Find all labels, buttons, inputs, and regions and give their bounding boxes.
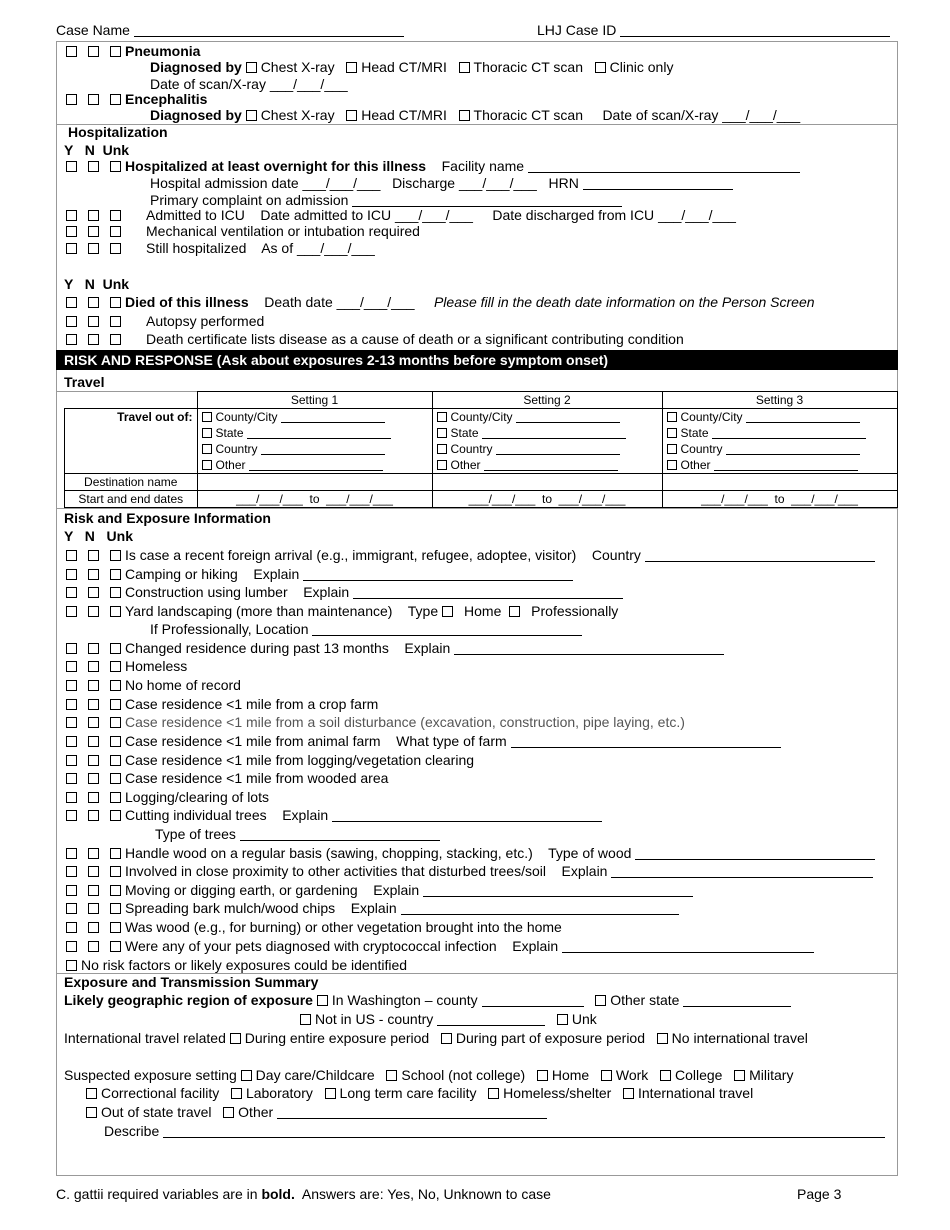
other-state-field[interactable] xyxy=(683,993,791,1007)
mech-vent-row xyxy=(66,223,420,240)
other-checkbox[interactable] xyxy=(223,1107,234,1118)
unk-checkbox[interactable] xyxy=(110,941,121,952)
long-term-care-checkbox[interactable] xyxy=(325,1088,336,1099)
yes-checkbox[interactable] xyxy=(66,922,77,933)
college-checkbox[interactable] xyxy=(660,1070,671,1081)
day-care-checkbox[interactable] xyxy=(241,1070,252,1081)
date-discharged-icu-field[interactable]: ___/___/___ xyxy=(658,207,736,223)
primary-complaint-field[interactable] xyxy=(352,193,622,207)
death-date-field[interactable]: ___/___/___ xyxy=(336,294,415,310)
chest-xray-checkbox[interactable] xyxy=(246,62,257,73)
death-note: Please fill in the death date information on the Person Screen xyxy=(433,294,815,310)
ynu-header: Y N Unk xyxy=(64,528,133,544)
date-admitted-icu-label: Date admitted to ICU xyxy=(260,207,392,223)
yes-checkbox[interactable] xyxy=(66,885,77,896)
yes-checkbox[interactable] xyxy=(66,161,77,172)
unk-checkbox[interactable] xyxy=(110,550,121,561)
work-checkbox[interactable] xyxy=(601,1070,612,1081)
no-checkbox[interactable] xyxy=(88,755,99,766)
risk-item-bark-mulch: Spreading bark mulch/wood chips Explain xyxy=(66,900,679,917)
unk-checkbox[interactable] xyxy=(110,885,121,896)
explain-field[interactable] xyxy=(401,901,679,915)
unk-checkbox[interactable] xyxy=(110,46,121,57)
in-washington-checkbox[interactable] xyxy=(317,995,328,1006)
case-name-label: Case Name xyxy=(56,22,130,38)
travel-out-of-label: Travel out of: xyxy=(117,410,193,424)
unk-checkbox[interactable] xyxy=(110,680,121,691)
unk-checkbox[interactable] xyxy=(110,922,121,933)
risk-item-soil-disturbance: Case residence <1 mile from a soil disturbance (excavation, construction, pipe laying, etc.) xyxy=(66,714,685,731)
death-date-label: Death date xyxy=(264,294,333,310)
unk-checkbox[interactable] xyxy=(557,1014,568,1025)
date-admitted-icu-field[interactable]: ___/___/___ xyxy=(395,207,473,223)
explain-field[interactable] xyxy=(332,808,602,822)
unk-checkbox[interactable] xyxy=(110,606,121,617)
yes-checkbox[interactable] xyxy=(66,903,77,914)
divider xyxy=(56,508,898,509)
no-checkbox[interactable] xyxy=(88,569,99,580)
yes-checkbox[interactable] xyxy=(66,792,77,803)
autopsy-label: Autopsy performed xyxy=(146,313,265,329)
describe-field[interactable] xyxy=(163,1124,885,1138)
entire-period-checkbox[interactable] xyxy=(230,1033,241,1044)
table-row xyxy=(65,392,898,409)
yes-checkbox[interactable] xyxy=(66,550,77,561)
summary-title: Exposure and Transmission Summary xyxy=(64,974,319,990)
lhj-case-id-field[interactable] xyxy=(620,23,890,37)
other-checkbox[interactable] xyxy=(202,460,212,470)
still-hospitalized-label: Still hospitalized xyxy=(146,240,247,256)
head-ct-label: Head CT/MRI xyxy=(361,59,447,75)
no-checkbox[interactable] xyxy=(88,773,99,784)
discharge-date-field[interactable]: ___/___/___ xyxy=(458,175,537,191)
setting-1-options: County/City State Country Other xyxy=(197,409,432,474)
homeless-shelter-checkbox[interactable] xyxy=(488,1088,499,1099)
table-header: Setting 1 xyxy=(197,392,432,409)
chest-xray-label: Chest X-ray xyxy=(260,107,335,123)
not-in-us-checkbox[interactable] xyxy=(300,1014,311,1025)
clinic-only-checkbox[interactable] xyxy=(595,62,606,73)
chest-xray-checkbox[interactable] xyxy=(246,110,257,121)
yes-checkbox[interactable] xyxy=(66,848,77,859)
international-travel-checkbox[interactable] xyxy=(623,1088,634,1099)
risk-item-disturbed-trees: Involved in close proximity to other activities that disturbed trees/soil Explain xyxy=(66,863,873,880)
yes-checkbox[interactable] xyxy=(66,243,77,254)
thoracic-ct-label: Thoracic CT scan xyxy=(473,107,583,123)
no-checkbox[interactable] xyxy=(88,334,99,345)
type-of-trees-row: Type of trees xyxy=(155,826,440,843)
thoracic-ct-label: Thoracic CT scan xyxy=(473,59,583,75)
explain-field[interactable] xyxy=(611,864,873,878)
prof-location-row: If Professionally, Location xyxy=(150,621,582,638)
no-checkbox[interactable] xyxy=(88,94,99,105)
risk-item-landscaping: Yard landscaping (more than maintenance) Type Home Professionally xyxy=(66,603,618,620)
explain-field[interactable] xyxy=(353,585,623,599)
other-field[interactable] xyxy=(277,1105,547,1119)
table-row xyxy=(65,491,898,508)
home-checkbox[interactable] xyxy=(442,606,453,617)
country-checkbox[interactable] xyxy=(202,444,212,454)
no-checkbox[interactable] xyxy=(88,297,99,308)
clinic-only-label: Clinic only xyxy=(609,59,674,75)
unk-checkbox[interactable] xyxy=(110,773,121,784)
risk-title: Risk and Exposure Information xyxy=(64,510,271,526)
no-checkbox[interactable] xyxy=(88,46,99,57)
unk-checkbox[interactable] xyxy=(110,569,121,580)
suspected-setting-row-2: Correctional facility Laboratory Long term care facility Homeless/shelter International travel xyxy=(86,1085,753,1102)
yes-checkbox[interactable] xyxy=(66,680,77,691)
unk-checkbox[interactable] xyxy=(110,755,121,766)
hospitalized-row xyxy=(66,158,800,175)
hospitalization-title: Hospitalization xyxy=(68,124,168,140)
other-checkbox[interactable] xyxy=(667,460,677,470)
correctional-checkbox[interactable] xyxy=(86,1088,97,1099)
part-period-checkbox[interactable] xyxy=(441,1033,452,1044)
no-risk-row xyxy=(66,957,407,974)
likely-region-label: Likely geographic region of exposure xyxy=(64,992,313,1008)
no-checkbox[interactable] xyxy=(88,550,99,561)
facility-name-field[interactable] xyxy=(528,159,800,173)
unk-checkbox[interactable] xyxy=(110,243,121,254)
dates-2-field[interactable]: ___/___/___ to ___/___/___ xyxy=(432,491,662,508)
table-header: Setting 2 xyxy=(432,392,662,409)
suspected-setting-row: Suspected exposure setting Day care/Childcare School (not college) Home Work College Military xyxy=(64,1067,794,1083)
explain-field[interactable] xyxy=(562,939,814,953)
yes-checkbox[interactable] xyxy=(66,587,77,598)
admitted-icu-label: Admitted to ICU xyxy=(146,207,245,223)
yes-checkbox[interactable] xyxy=(66,866,77,877)
risk-item-wooded-area: Case residence <1 mile from wooded area xyxy=(66,770,388,787)
no-checkbox[interactable] xyxy=(88,885,99,896)
risk-item-no-home: No home of record xyxy=(66,677,241,694)
risk-item-wood-home: Was wood (e.g., for burning) or other vegetation brought into the home xyxy=(66,919,562,936)
encephalitis-diagnosed-row xyxy=(150,107,800,124)
unk-checkbox[interactable] xyxy=(110,210,121,221)
country-field[interactable] xyxy=(645,548,875,562)
death-certificate-label: Death certificate lists disease as a cause of death or a significant contributing condition xyxy=(146,331,684,347)
no-checkbox[interactable] xyxy=(88,606,99,617)
risk-item-foreign-arrival: Is case a recent foreign arrival (e.g., immigrant, refugee, adoptee, visitor) Country xyxy=(66,547,875,564)
risk-item-homeless: Homeless xyxy=(66,658,187,675)
destination-2-field[interactable] xyxy=(432,474,662,491)
head-ct-checkbox[interactable] xyxy=(346,110,357,121)
unk-checkbox[interactable] xyxy=(110,717,121,728)
dates-3-field[interactable]: ___/___/___ to ___/___/___ xyxy=(662,491,897,508)
risk-item-changed-residence: Changed residence during past 13 months Explain xyxy=(66,640,724,657)
no-checkbox[interactable] xyxy=(88,680,99,691)
laboratory-checkbox[interactable] xyxy=(231,1088,242,1099)
autopsy-row xyxy=(66,313,264,330)
no-checkbox[interactable] xyxy=(88,643,99,654)
yes-checkbox[interactable] xyxy=(66,773,77,784)
county-city-checkbox[interactable] xyxy=(667,412,677,422)
head-ct-checkbox[interactable] xyxy=(346,62,357,73)
country-checkbox[interactable] xyxy=(437,444,447,454)
unk-checkbox[interactable] xyxy=(110,316,121,327)
as-of-label: As of xyxy=(261,240,294,256)
unk-checkbox[interactable] xyxy=(110,661,121,672)
lhj-case-id-label: LHJ Case ID xyxy=(537,22,617,38)
professionally-checkbox[interactable] xyxy=(509,606,520,617)
page-number: Page 3 xyxy=(797,1186,842,1202)
no-checkbox[interactable] xyxy=(88,243,99,254)
no-risk-label: No risk factors or likely exposures could be identified xyxy=(81,957,408,973)
unk-checkbox[interactable] xyxy=(110,587,121,598)
county-field[interactable] xyxy=(482,993,584,1007)
likely-region-row: Likely geographic region of exposure In Washington – county Other state xyxy=(64,992,791,1009)
no-checkbox[interactable] xyxy=(88,866,99,877)
pneumonia-row xyxy=(66,43,200,60)
state-checkbox[interactable] xyxy=(437,428,447,438)
explain-field[interactable] xyxy=(454,641,724,655)
type-of-trees-field[interactable] xyxy=(240,827,440,841)
yes-checkbox[interactable] xyxy=(66,606,77,617)
ynu-header: Y N Unk xyxy=(64,276,130,292)
no-risk-checkbox[interactable] xyxy=(66,960,77,971)
encephalitis-label: Encephalitis xyxy=(125,91,208,107)
not-in-us-row: Not in US - country Unk xyxy=(300,1011,597,1028)
date-scan-field[interactable]: ___/___/___ xyxy=(269,76,348,92)
describe-row: Describe xyxy=(104,1123,885,1140)
destination-1-field[interactable] xyxy=(197,474,432,491)
no-checkbox[interactable] xyxy=(88,922,99,933)
risk-item-digging: Moving or digging earth, or gardening Explain xyxy=(66,882,693,899)
died-row xyxy=(66,294,815,311)
home-checkbox[interactable] xyxy=(537,1070,548,1081)
unk-checkbox[interactable] xyxy=(110,866,121,877)
farm-type-field[interactable] xyxy=(511,734,781,748)
suspected-setting-row-3: Out of state travel Other xyxy=(86,1104,547,1121)
no-intl-travel-checkbox[interactable] xyxy=(657,1033,668,1044)
hrn-label: HRN xyxy=(548,175,579,191)
no-checkbox[interactable] xyxy=(88,810,99,821)
no-checkbox[interactable] xyxy=(88,587,99,598)
unk-checkbox[interactable] xyxy=(110,94,121,105)
yes-checkbox[interactable] xyxy=(66,226,77,237)
risk-response-header: RISK AND RESPONSE (Ask about exposures 2-13 months before symptom onset) xyxy=(56,350,898,370)
state-checkbox[interactable] xyxy=(667,428,677,438)
unk-checkbox[interactable] xyxy=(110,161,121,172)
yes-checkbox[interactable] xyxy=(66,46,77,57)
no-checkbox[interactable] xyxy=(88,161,99,172)
yes-checkbox[interactable] xyxy=(66,297,77,308)
dates-1-field[interactable]: ___/___/___ to ___/___/___ xyxy=(197,491,432,508)
yes-checkbox[interactable] xyxy=(66,717,77,728)
yes-checkbox[interactable] xyxy=(66,316,77,327)
risk-item-pets: Were any of your pets diagnosed with cryptococcal infection Explain xyxy=(66,938,814,955)
other-state-checkbox[interactable] xyxy=(595,995,606,1006)
destination-3-field[interactable] xyxy=(662,474,897,491)
table-row xyxy=(65,409,898,474)
thoracic-ct-checkbox[interactable] xyxy=(459,62,470,73)
explain-field[interactable] xyxy=(303,567,573,581)
military-checkbox[interactable] xyxy=(734,1070,745,1081)
country-checkbox[interactable] xyxy=(667,444,677,454)
primary-complaint-label: Primary complaint on admission xyxy=(150,192,349,208)
date-discharged-icu-label: Date discharged from ICU xyxy=(492,207,655,223)
risk-item-animal-farm: Case residence <1 mile from animal farm What type of farm xyxy=(66,733,781,750)
risk-item-camping: Camping or hiking Explain xyxy=(66,566,573,583)
setting-2-options: County/City State Country Other xyxy=(432,409,662,474)
divider xyxy=(56,124,898,125)
yes-checkbox[interactable] xyxy=(66,94,77,105)
yes-checkbox[interactable] xyxy=(66,736,77,747)
unk-checkbox[interactable] xyxy=(110,736,121,747)
risk-item-handle-wood: Handle wood on a regular basis (sawing, chopping, stacking, etc.) Type of wood xyxy=(66,845,875,862)
case-name-row xyxy=(56,22,404,39)
unk-checkbox[interactable] xyxy=(110,226,121,237)
table-row xyxy=(65,474,898,491)
risk-item-crop-farm: Case residence <1 mile from a crop farm xyxy=(66,696,378,713)
admission-row xyxy=(150,175,733,192)
risk-item-lumber: Construction using lumber Explain xyxy=(66,584,623,601)
date-scan-label: Date of scan/X-ray xyxy=(150,76,266,92)
died-label: Died of this illness xyxy=(125,294,249,310)
as-of-field[interactable]: ___/___/___ xyxy=(296,240,375,256)
setting-3-options: County/City State Country Other xyxy=(662,409,897,474)
no-checkbox[interactable] xyxy=(88,661,99,672)
hospitalized-label: Hospitalized at least overnight for this illness xyxy=(125,158,427,174)
date-scan-label: Date of scan/X-ray xyxy=(602,107,719,123)
country-field[interactable] xyxy=(437,1012,545,1026)
head-ct-label: Head CT/MRI xyxy=(361,107,447,123)
unk-checkbox[interactable] xyxy=(110,903,121,914)
start-end-dates-label: Start and end dates xyxy=(65,491,198,508)
no-checkbox[interactable] xyxy=(88,736,99,747)
no-checkbox[interactable] xyxy=(88,848,99,859)
table-cell xyxy=(65,409,198,474)
unk-checkbox[interactable] xyxy=(110,699,121,710)
death-certificate-row xyxy=(66,331,684,348)
table-cell xyxy=(65,392,198,409)
county-city-checkbox[interactable] xyxy=(437,412,447,422)
table-header: Setting 3 xyxy=(662,392,897,409)
unk-checkbox[interactable] xyxy=(110,848,121,859)
pneumonia-diagnosed-row xyxy=(150,59,673,76)
no-checkbox[interactable] xyxy=(88,792,99,803)
thoracic-ct-checkbox[interactable] xyxy=(459,110,470,121)
pneumonia-label: Pneumonia xyxy=(125,43,201,59)
travel-title: Travel xyxy=(64,374,105,390)
icu-row xyxy=(66,207,736,224)
date-scan-field[interactable]: ___/___/___ xyxy=(722,107,801,123)
mech-vent-label: Mechanical ventilation or intubation required xyxy=(146,223,420,239)
unk-checkbox[interactable] xyxy=(110,792,121,803)
yes-checkbox[interactable] xyxy=(66,334,77,345)
yes-checkbox[interactable] xyxy=(66,210,77,221)
no-checkbox[interactable] xyxy=(88,316,99,327)
intl-travel-row: International travel related During entire exposure period During part of exposure period No international travel xyxy=(64,1030,808,1046)
footer-note: C. gattii required variables are in bold. Answers are: Yes, No, Unknown to case xyxy=(56,1186,551,1202)
chest-xray-label: Chest X-ray xyxy=(260,59,335,75)
no-checkbox[interactable] xyxy=(88,903,99,914)
still-hospitalized-row xyxy=(66,240,375,257)
county-city-checkbox[interactable] xyxy=(202,412,212,422)
destination-name-label: Destination name xyxy=(65,474,198,491)
encephalitis-row xyxy=(66,91,207,108)
diagnosed-by-label: Diagnosed by xyxy=(150,107,242,123)
yes-checkbox[interactable] xyxy=(66,941,77,952)
unk-checkbox[interactable] xyxy=(110,334,121,345)
lhj-case-id-row xyxy=(537,22,890,39)
unk-checkbox[interactable] xyxy=(110,643,121,654)
no-checkbox[interactable] xyxy=(88,699,99,710)
diagnosed-by-label: Diagnosed by xyxy=(150,59,242,75)
yes-checkbox[interactable] xyxy=(66,661,77,672)
explain-field[interactable] xyxy=(423,883,693,897)
risk-item-logging-lots: Logging/clearing of lots xyxy=(66,789,269,806)
no-checkbox[interactable] xyxy=(88,941,99,952)
location-field[interactable] xyxy=(312,622,582,636)
discharge-label: Discharge xyxy=(392,175,456,191)
school-checkbox[interactable] xyxy=(386,1070,397,1081)
yes-checkbox[interactable] xyxy=(66,643,77,654)
admission-date-field[interactable]: ___/___/___ xyxy=(302,175,381,191)
hrn-field[interactable] xyxy=(583,176,733,190)
state-checkbox[interactable] xyxy=(202,428,212,438)
yes-checkbox[interactable] xyxy=(66,810,77,821)
risk-item-cutting-trees: Cutting individual trees Explain xyxy=(66,807,602,824)
type-of-wood-field[interactable] xyxy=(635,846,875,860)
no-checkbox[interactable] xyxy=(88,210,99,221)
unk-checkbox[interactable] xyxy=(110,297,121,308)
travel-table xyxy=(64,391,898,508)
case-name-field[interactable] xyxy=(134,23,404,37)
yes-checkbox[interactable] xyxy=(66,699,77,710)
no-checkbox[interactable] xyxy=(88,717,99,728)
yes-checkbox[interactable] xyxy=(66,569,77,580)
out-of-state-checkbox[interactable] xyxy=(86,1107,97,1118)
unk-checkbox[interactable] xyxy=(110,810,121,821)
yes-checkbox[interactable] xyxy=(66,755,77,766)
risk-item-logging-clearing: Case residence <1 mile from logging/vegetation clearing xyxy=(66,752,474,769)
facility-name-label: Facility name xyxy=(441,158,525,174)
other-checkbox[interactable] xyxy=(437,460,447,470)
no-checkbox[interactable] xyxy=(88,226,99,237)
admission-date-label: Hospital admission date xyxy=(150,175,299,191)
ynu-header: Y N Unk xyxy=(64,142,130,158)
